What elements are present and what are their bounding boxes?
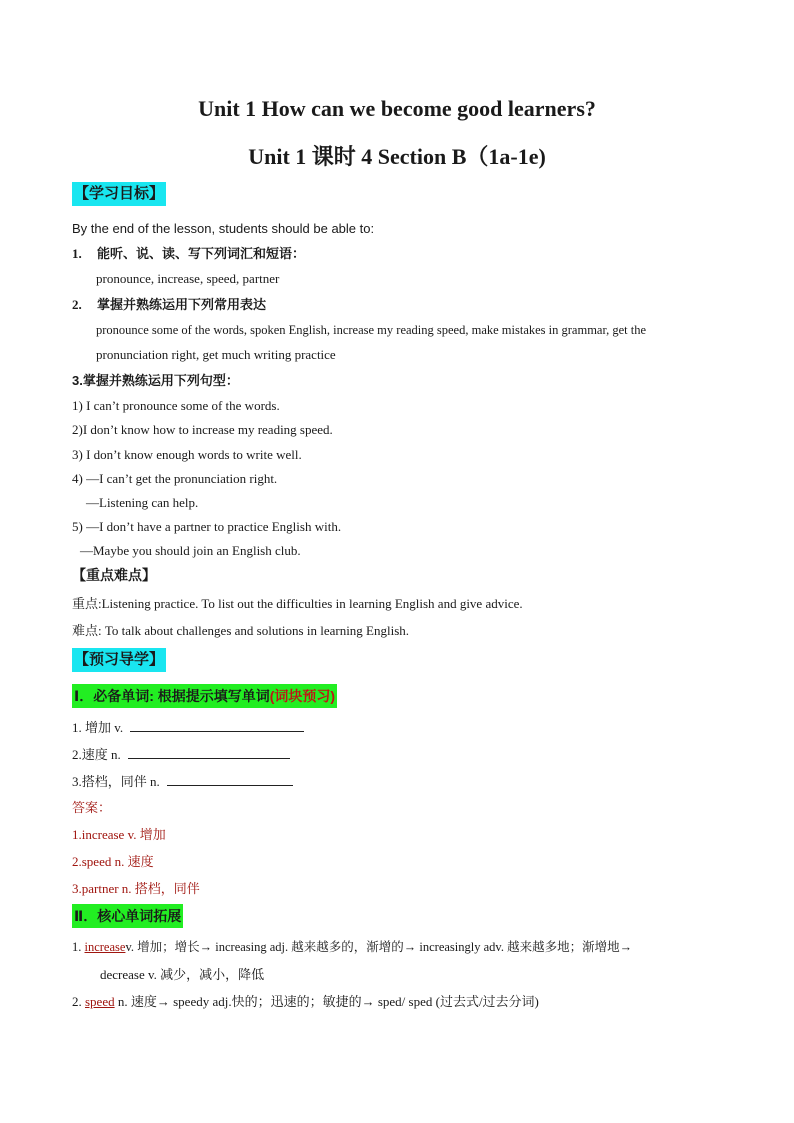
vocab-question-3 [72, 772, 293, 790]
goal-item-1-body: pronounce, increase, speed, partner [96, 271, 280, 286]
goal-item-1 [72, 245, 305, 262]
sentence-4-answer: —Listening can help. [86, 495, 199, 510]
required-words-tag: (词块预习) [269, 688, 336, 704]
goal-item-3-title: 3.掌握并熟练运用下列句型： [72, 373, 239, 388]
document-title: Unit 1 How can we become good learners? [198, 96, 596, 121]
sentence-4-question: 4) —I can’t get the pronunciation right. [72, 471, 278, 486]
answer-label: 答案： [72, 800, 112, 815]
learning-goals-header: 【学习目标】 [72, 182, 166, 206]
word-expansion-1-text: v. 增加；增长→ increasing adj. 越来越多的，渐增的→ increasingly adv. 越来越多地；渐增地→ [125, 940, 633, 954]
answer-3: 3.partner n. 搭档，同伴 [72, 881, 200, 896]
goal-item-1-number: 1. [72, 246, 82, 261]
goal-item-2-title: 掌握并熟练运用下列常用表达 [97, 297, 267, 312]
core-words-header: Ⅱ．核心单词拓展 [72, 904, 183, 928]
answer-blank-1[interactable] [130, 718, 304, 732]
required-words-title: Ⅰ．必备单词: 根据提示填写单词 [74, 688, 270, 704]
word-speed: speed [85, 994, 115, 1009]
word-expansion-2 [72, 993, 539, 1010]
vocab-question-1-text: 1. 增加 v. [72, 720, 124, 735]
word-expansion-1-number: 1. [72, 940, 82, 954]
vocab-question-2 [72, 745, 290, 763]
required-words-header [72, 684, 337, 708]
word-expansion-1-line2: decrease v. 减少，减小，降低 [100, 967, 265, 982]
difficulty-text: 难点: To talk about challenges and solutions in learning English. [72, 623, 410, 638]
key-points-header: 【重点难点】 [72, 567, 156, 583]
sentence-3: 3) I don’t know enough words to write well. [72, 447, 302, 462]
goal-item-2-body-line1: pronounce some of the words, spoken English, increase my reading speed, make mistakes in grammar, get the [96, 323, 647, 337]
sentence-1: 1) I can’t pronounce some of the words. [72, 398, 280, 413]
word-expansion-2-text: n. 速度→ speedy adj.快的；迅速的；敏捷的→ sped/ sped (过去式/过去分词) [114, 994, 539, 1009]
vocab-question-3-text: 3.搭档，同伴 n. [72, 774, 160, 789]
sentence-2: 2)I don’t know how to increase my reading speed. [72, 422, 333, 437]
goal-item-2-body-line2: pronunciation right, get much writing practice [96, 347, 336, 362]
goal-item-2-number: 2. [72, 297, 82, 312]
word-increase: increase [84, 940, 126, 954]
sentence-5-question: 5) —I don’t have a partner to practice English with. [72, 519, 342, 534]
answer-blank-2[interactable] [128, 745, 290, 759]
answer-1: 1.increase v. 增加 [72, 827, 166, 842]
answer-2: 2.speed n. 速度 [72, 854, 154, 869]
word-expansion-1 [72, 939, 632, 956]
goals-intro: By the end of the lesson, students should be able to: [72, 221, 375, 236]
preview-header: 【预习导学】 [72, 648, 166, 672]
goal-item-2 [72, 296, 266, 313]
answer-blank-3[interactable] [167, 772, 293, 786]
sentence-5-answer: —Maybe you should join an English club. [80, 543, 301, 558]
lesson-subtitle: Unit 1 课时 4 Section B（1a-1e) [248, 144, 546, 169]
word-expansion-2-number: 2. [72, 994, 82, 1009]
vocab-question-1 [72, 718, 304, 736]
goal-item-1-title: 能听、说、读、写下列词汇和短语： [97, 246, 306, 261]
key-point-text: 重点:Listening practice. To list out the difficulties in learning English and give advice. [72, 596, 523, 611]
vocab-question-2-text: 2.速度 n. [72, 747, 121, 762]
